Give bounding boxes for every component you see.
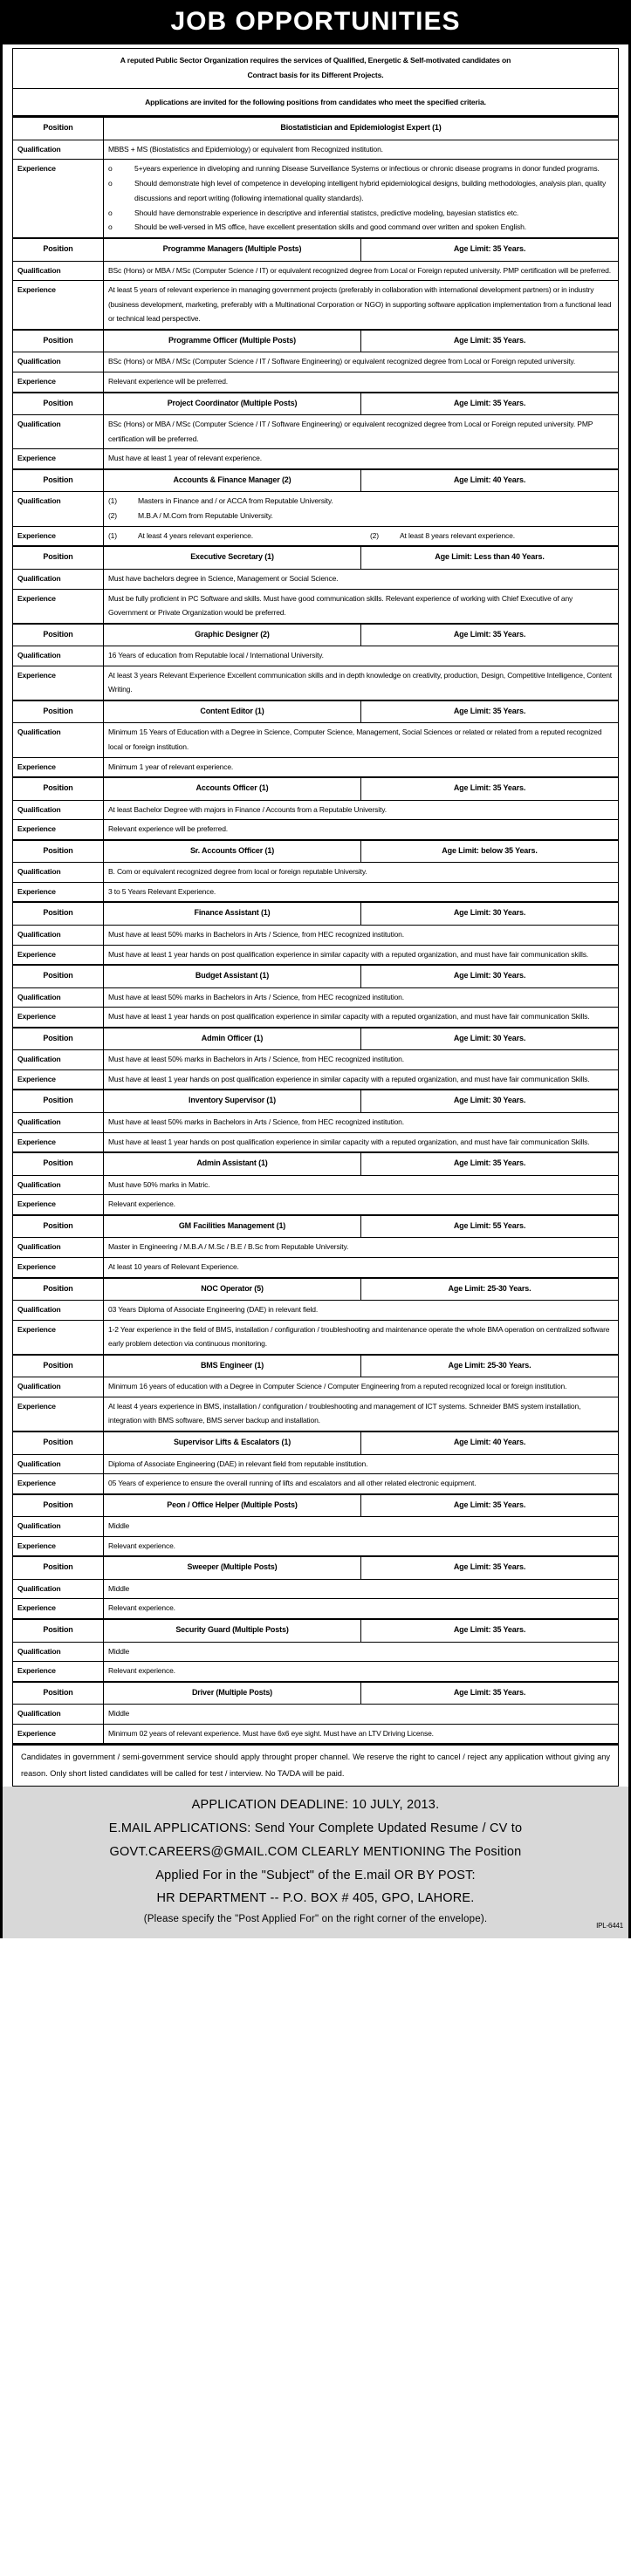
qualification-value: BSc (Hons) or MBA / MSc (Computer Science / IT / Software Engineering) or equivalent recognized degree from Local or Foreign reputed university.: [104, 352, 619, 372]
experience-value: 1-2 Year experience in the field of BMS, installation / configuration / troubleshooting and maintenance operate the whole BMA operation on centralized software early problem detection via continuous monitoring.: [104, 1320, 619, 1355]
table-row: [13, 987, 619, 1008]
footer-spacer: [3, 1936, 628, 1938]
table-row: [13, 624, 619, 646]
position-label: Position: [13, 469, 104, 492]
position-label: Position: [13, 393, 104, 415]
table-row: [13, 469, 619, 492]
experience-value: Must have at least 1 year of relevant experience.: [104, 449, 619, 469]
age-limit: Age Limit: 35 Years.: [361, 1619, 619, 1642]
position-title: Content Editor (1): [104, 700, 361, 723]
qualification-value: Must have at least 50% marks in Bachelors in Arts / Science, from HEC recognized institution.: [104, 1050, 619, 1070]
qualification-value: Diploma of Associate Engineering (DAE) in relevant field from reputable institution.: [104, 1454, 619, 1474]
table-row: [13, 492, 619, 527]
age-limit: Age Limit: 35 Years.: [361, 393, 619, 415]
experience-label: Experience: [13, 1257, 104, 1277]
qualification-label: Qualification: [13, 415, 104, 449]
table-row: [13, 261, 619, 281]
age-limit: Age Limit: 35 Years.: [361, 1682, 619, 1705]
position-title: Finance Assistant (1): [104, 902, 361, 925]
position-label: Position: [13, 117, 104, 140]
qualification-value: Must have at least 50% marks in Bachelors in Arts / Science, from HEC recognized institution.: [104, 926, 619, 946]
position-title: Project Coordinator (Multiple Posts): [104, 393, 361, 415]
table-row: [13, 1682, 619, 1705]
qualification-value: At least Bachelor Degree with majors in Finance / Accounts from a Reputable University.: [104, 800, 619, 820]
experience-value: Relevant experience will be preferred.: [104, 820, 619, 840]
email-address-line: GOVT.CAREERS@GMAIL.COM CLEARLY MENTIONING The Position: [109, 1844, 522, 1859]
table-row: [13, 1454, 619, 1474]
experience-label: Experience: [13, 666, 104, 700]
table-row: [13, 281, 619, 330]
age-limit: Age Limit: 35 Years.: [361, 238, 619, 261]
position-label: Position: [13, 1355, 104, 1377]
table-row: [13, 902, 619, 925]
table-row: [13, 372, 619, 393]
table-row: [13, 723, 619, 757]
table-row: [13, 1355, 619, 1377]
table-row: [13, 1301, 619, 1321]
experience-label: Experience: [13, 160, 104, 238]
experience-value: Must have at least 1 year hands on post qualification experience in similar capacity with a reputed organization, and must have fair communication Skills.: [104, 1069, 619, 1090]
table-row: [13, 393, 619, 415]
table-row: [13, 1152, 619, 1175]
position-title: Driver (Multiple Posts): [104, 1682, 361, 1705]
qualification-value: BSc (Hons) or MBA / MSc (Computer Science / IT / Software Engineering) or equivalent recognized degree from Local or Foreign reputed university. PMP certification will be preferred.: [104, 415, 619, 449]
qualification-value: Middle: [104, 1517, 619, 1537]
experience-label: Experience: [13, 1724, 104, 1744]
qualification-value: Middle: [104, 1579, 619, 1599]
experience-value: Relevant experience.: [104, 1195, 619, 1215]
age-limit: Age Limit: 30 Years.: [361, 902, 619, 925]
intro-section: [3, 44, 628, 116]
table-row: [13, 1215, 619, 1238]
intro-box-applications: [12, 88, 619, 117]
position-title: Programme Managers (Multiple Posts): [104, 238, 361, 261]
experience-value: At least 3 years Relevant Experience Excellent communication skills and in depth knowledge on creativity, production, Design, Competitive Intelligence, Content Writing.: [104, 666, 619, 700]
position-title: Executive Secretary (1): [104, 546, 361, 569]
qualification-label: Qualification: [13, 1642, 104, 1662]
qualification-label: Qualification: [13, 569, 104, 589]
position-title: Security Guard (Multiple Posts): [104, 1619, 361, 1642]
position-label: Position: [13, 777, 104, 800]
qualification-value: Minimum 16 years of education with a Degree in Computer Science / Computer Engineering from a reputed recognized local or foreign institution.: [104, 1377, 619, 1397]
qualification-value: MBBS + MS (Biostatistics and Epidemiology) or equivalent from Recognized institution.: [104, 140, 619, 160]
position-label: Position: [13, 330, 104, 352]
application-footer: [3, 1787, 628, 1936]
age-limit: Age Limit: 35 Years.: [361, 330, 619, 352]
experience-label: Experience: [13, 945, 104, 965]
experience-label: Experience: [13, 1599, 104, 1619]
experience-value: Must be fully proficient in PC Software and skills. Must have good communication skills. Relevant experience of working with Chief Executive of any Government or Private Organization would be preferred.: [104, 589, 619, 624]
table-row: [13, 330, 619, 352]
position-label: Position: [13, 1152, 104, 1175]
qualification-value: Must have at least 50% marks in Bachelors in Arts / Science, from HEC recognized institution.: [104, 987, 619, 1008]
table-row: [13, 415, 619, 449]
table-row: [13, 840, 619, 863]
table-row: [13, 1257, 619, 1277]
intro-line-2: Contract basis for its Different Projects.: [247, 70, 384, 79]
experience-value: Relevant experience will be preferred.: [104, 372, 619, 393]
page-title: JOB OPPORTUNITIES: [3, 0, 628, 44]
experience-value: Must have at least 1 year hands on post qualification experience in similar capacity with a reputed organization, and must have fair communication Skills.: [104, 1132, 619, 1152]
table-row: [13, 1090, 619, 1112]
table-row: [13, 569, 619, 589]
qualification-label: Qualification: [13, 1454, 104, 1474]
qualification-value: Middle: [104, 1705, 619, 1725]
table-row: [13, 926, 619, 946]
experience-value: o 5+years experience in diveloping and running Disease Surveillance Systems or infectious or chronic disease programs in donor funded programs. o Should demonstrate high level of competence in developing intelligent hybrid epidemiological designs, building methodologies, analysis plan, quality discussions and report writing (following international quality standards). o Should have demonstrable experience in descriptive and inferential statistcs, predictive modeling, bayesian statistics etc. o Should be well-versed in MS office, have excellent presentation skills and good command over written and spoken English.: [104, 160, 619, 238]
qualification-label: Qualification: [13, 926, 104, 946]
envelope-instruction-line: (Please specify the "Post Applied For" on the right corner of the envelope).: [143, 1914, 488, 1925]
qualification-label: Qualification: [13, 646, 104, 666]
qualification-value: Middle: [104, 1642, 619, 1662]
table-row: [13, 1556, 619, 1579]
subject-instruction-line: Applied For in the "Subject" of the E.mail OR BY POST:: [155, 1868, 476, 1882]
experience-value: Must have at least 1 year hands on post qualification experience in similar capacity with a reputed organization, and must have fair communication skills.: [104, 945, 619, 965]
table-row: [13, 1113, 619, 1133]
qualification-label: Qualification: [13, 863, 104, 883]
experience-value: Relevant experience.: [104, 1662, 619, 1682]
position-label: Position: [13, 624, 104, 646]
age-limit: Age Limit: 35 Years.: [361, 777, 619, 800]
qualification-value: Must have 50% marks in Matric.: [104, 1175, 619, 1195]
position-label: Position: [13, 902, 104, 925]
position-title: NOC Operator (5): [104, 1278, 361, 1301]
intro-line-3: Applications are invited for the following positions from candidates who meet the specified criteria.: [145, 97, 486, 106]
position-title: Admin Officer (1): [104, 1028, 361, 1050]
experience-label: Experience: [13, 1008, 104, 1028]
table-row: [13, 1050, 619, 1070]
position-title: Supervisor Lifts & Escalators (1): [104, 1431, 361, 1454]
experience-label: Experience: [13, 1397, 104, 1431]
position-title: Biostatistician and Epidemiologist Expert (1): [104, 117, 619, 140]
table-row: [13, 965, 619, 987]
experience-label: Experience: [13, 1132, 104, 1152]
age-limit: Age Limit: below 35 Years.: [361, 840, 619, 863]
table-row: [13, 1474, 619, 1494]
table-row: [13, 1195, 619, 1215]
age-limit: Age Limit: 35 Years.: [361, 700, 619, 723]
qualification-label: Qualification: [13, 800, 104, 820]
table-row: [13, 1397, 619, 1431]
table-row: [13, 589, 619, 624]
table-row: [13, 700, 619, 723]
table-row: [13, 1619, 619, 1642]
table-row: [13, 1320, 619, 1355]
table-row: [13, 882, 619, 902]
experience-value: At least 5 years of relevant experience in managing government projects (preferably in collaboration with international development partners) or in industry (business development, marketing, preferably with a Multinational Corporation or NGO) in supporting software application implementation from a functional lead or technical lead perspective.: [104, 281, 619, 330]
position-title: Inventory Supervisor (1): [104, 1090, 361, 1112]
table-row: [13, 526, 619, 546]
intro-line-1: A reputed Public Sector Organization requires the services of Qualified, Energetic & Self-motivated candidates on: [120, 56, 511, 65]
table-row: [13, 1377, 619, 1397]
qualification-label: Qualification: [13, 1050, 104, 1070]
experience-label: Experience: [13, 882, 104, 902]
table-row: [13, 1132, 619, 1152]
table-row: [13, 1517, 619, 1537]
experience-label: Experience: [13, 449, 104, 469]
position-label: Position: [13, 840, 104, 863]
reference-code: IPL-6441: [596, 1922, 623, 1930]
qualification-label: Qualification: [13, 1705, 104, 1725]
position-label: Position: [13, 1090, 104, 1112]
experience-value: Relevant experience.: [104, 1599, 619, 1619]
qualification-label: Qualification: [13, 140, 104, 160]
qualification-label: Qualification: [13, 723, 104, 757]
table-row: [13, 1536, 619, 1556]
position-label: Position: [13, 238, 104, 261]
age-limit: Age Limit: 25-30 Years.: [361, 1278, 619, 1301]
position-title: Admin Assistant (1): [104, 1152, 361, 1175]
qualification-label: Qualification: [13, 1301, 104, 1321]
table-row: [13, 777, 619, 800]
qualification-label: Qualification: [13, 492, 104, 527]
table-row: [13, 1494, 619, 1517]
qualification-value: BSc (Hons) or MBA / MSc (Computer Science / IT) or equivalent recognized degree from Local or Foreign reputed university. PMP certification will be preferred.: [104, 261, 619, 281]
qualification-value: 16 Years of education from Reputable local / International University.: [104, 646, 619, 666]
table-row: [13, 1278, 619, 1301]
age-limit: Age Limit: 30 Years.: [361, 1090, 619, 1112]
table-row: [13, 863, 619, 883]
qualification-label: Qualification: [13, 1113, 104, 1133]
table-row: [13, 945, 619, 965]
qualification-label: Qualification: [13, 1377, 104, 1397]
table-row: [13, 449, 619, 469]
position-label: Position: [13, 1028, 104, 1050]
position-label: Position: [13, 1556, 104, 1579]
age-limit: Age Limit: 55 Years.: [361, 1215, 619, 1238]
qualification-label: Qualification: [13, 352, 104, 372]
qualification-value: Must have bachelors degree in Science, Management or Social Science.: [104, 569, 619, 589]
qualification-label: Qualification: [13, 987, 104, 1008]
position-label: Position: [13, 1431, 104, 1454]
table-row: [13, 1662, 619, 1682]
table-row: [13, 546, 619, 569]
table-row: [13, 238, 619, 261]
positions-table-wrap: [3, 116, 628, 1787]
postal-address-line: HR DEPARTMENT -- P.O. BOX # 405, GPO, LAHORE.: [156, 1891, 475, 1906]
experience-value: At least 4 years experience in BMS, installation / configuration / troubleshooting and management of ICT systems. Schneider BMS system installation, integration with BMS software, BMS server backup and installation.: [104, 1397, 619, 1431]
experience-value: 3 to 5 Years Relevant Experience.: [104, 882, 619, 902]
position-label: Position: [13, 1215, 104, 1238]
experience-label: Experience: [13, 1195, 104, 1215]
experience-label: Experience: [13, 526, 104, 546]
qualification-value: 03 Years Diploma of Associate Engineering (DAE) in relevant field.: [104, 1301, 619, 1321]
table-row: [13, 1599, 619, 1619]
experience-value: Relevant experience.: [104, 1536, 619, 1556]
experience-label: Experience: [13, 820, 104, 840]
qualification-value: B. Com or equivalent recognized degree from local or foreign reputable University.: [104, 863, 619, 883]
position-label: Position: [13, 1619, 104, 1642]
position-title: Sweeper (Multiple Posts): [104, 1556, 361, 1579]
experience-value: (1) At least 4 years relevant experience. (2) At least 8 years relevant experience.: [104, 526, 619, 546]
experience-label: Experience: [13, 757, 104, 777]
age-limit: Age Limit: 25-30 Years.: [361, 1355, 619, 1377]
position-label: Position: [13, 1278, 104, 1301]
qualification-label: Qualification: [13, 1579, 104, 1599]
qualification-value: Master in Engineering / M.B.A / M.Sc / B.E / B.Sc from Reputable University.: [104, 1238, 619, 1258]
age-limit: Age Limit: 35 Years.: [361, 624, 619, 646]
position-label: Position: [13, 700, 104, 723]
table-row: [13, 1431, 619, 1454]
email-instruction-line-1: E.MAIL APPLICATIONS: Send Your Complete Updated Resume / CV to: [108, 1821, 523, 1835]
position-label: Position: [13, 1494, 104, 1517]
table-row: [13, 1175, 619, 1195]
position-title: Accounts & Finance Manager (2): [104, 469, 361, 492]
position-label: Position: [13, 546, 104, 569]
table-row: [13, 160, 619, 238]
age-limit: Age Limit: 40 Years.: [361, 1431, 619, 1454]
application-deadline: APPLICATION DEADLINE: 10 JULY, 2013.: [191, 1798, 440, 1813]
position-label: Position: [13, 965, 104, 987]
qualification-value: (1) Masters in Finance and / or ACCA from Reputable University. (2) M.B.A / M.Com from Reputable University.: [104, 492, 619, 527]
experience-label: Experience: [13, 1536, 104, 1556]
table-row: [13, 1008, 619, 1028]
position-title: Peon / Office Helper (Multiple Posts): [104, 1494, 361, 1517]
experience-label: Experience: [13, 1069, 104, 1090]
experience-label: Experience: [13, 1662, 104, 1682]
qualification-value: Must have at least 50% marks in Bachelors in Arts / Science, from HEC recognized institution.: [104, 1113, 619, 1133]
table-row: [13, 1724, 619, 1744]
position-title: Programme Officer (Multiple Posts): [104, 330, 361, 352]
position-title: GM Facilities Management (1): [104, 1215, 361, 1238]
experience-label: Experience: [13, 281, 104, 330]
experience-label: Experience: [13, 1320, 104, 1355]
table-row: [13, 1642, 619, 1662]
age-limit: Age Limit: 30 Years.: [361, 965, 619, 987]
table-row: [13, 1069, 619, 1090]
experience-value: At least 10 years of Relevant Experience.: [104, 1257, 619, 1277]
qualification-label: Qualification: [13, 1238, 104, 1258]
table-row: [13, 757, 619, 777]
intro-box-organization: [12, 48, 619, 88]
experience-label: Experience: [13, 372, 104, 393]
table-row: [13, 352, 619, 372]
table-row: [13, 646, 619, 666]
qualification-label: Qualification: [13, 1175, 104, 1195]
experience-value: Minimum 02 years of relevant experience. Must have 6x6 eye sight. Must have an LTV Driving License.: [104, 1724, 619, 1744]
age-limit: Age Limit: 35 Years.: [361, 1152, 619, 1175]
qualification-label: Qualification: [13, 1517, 104, 1537]
experience-value: 05 Years of experience to ensure the overall running of lifts and escalators and all other related electronic equipment.: [104, 1474, 619, 1494]
experience-label: Experience: [13, 1474, 104, 1494]
positions-table: [12, 116, 619, 1744]
table-row: [13, 1579, 619, 1599]
table-row: [13, 140, 619, 160]
table-row: [13, 117, 619, 140]
position-title: Accounts Officer (1): [104, 777, 361, 800]
position-title: Graphic Designer (2): [104, 624, 361, 646]
table-row: [13, 820, 619, 840]
position-title: BMS Engineer (1): [104, 1355, 361, 1377]
position-title: Budget Assistant (1): [104, 965, 361, 987]
age-limit: Age Limit: 35 Years.: [361, 1494, 619, 1517]
table-row: [13, 666, 619, 700]
table-row: [13, 800, 619, 820]
table-row: [13, 1028, 619, 1050]
qualification-label: Qualification: [13, 261, 104, 281]
experience-label: Experience: [13, 589, 104, 624]
age-limit: Age Limit: Less than 40 Years.: [361, 546, 619, 569]
age-limit: Age Limit: 35 Years.: [361, 1556, 619, 1579]
age-limit: Age Limit: 40 Years.: [361, 469, 619, 492]
position-label: Position: [13, 1682, 104, 1705]
experience-value: Minimum 1 year of relevant experience.: [104, 757, 619, 777]
table-row: [13, 1238, 619, 1258]
qualification-value: Minimum 15 Years of Education with a Degree in Science, Computer Science, Management, Social Sciences or related or related from a reputed recognized local or foreign institution.: [104, 723, 619, 757]
general-note: Candidates in government / semi-government service should apply throught proper channel. We reserve the right to cancel / reject any application without giving any reason. Only short listed candidates will be called for test / interview. No TA/DA will be paid.: [12, 1744, 619, 1787]
experience-value: Must have at least 1 year hands on post qualification experience in similar capacity with a reputed organization, and must have fair communication Skills.: [104, 1008, 619, 1028]
age-limit: Age Limit: 30 Years.: [361, 1028, 619, 1050]
table-row: [13, 1705, 619, 1725]
position-title: Sr. Accounts Officer (1): [104, 840, 361, 863]
